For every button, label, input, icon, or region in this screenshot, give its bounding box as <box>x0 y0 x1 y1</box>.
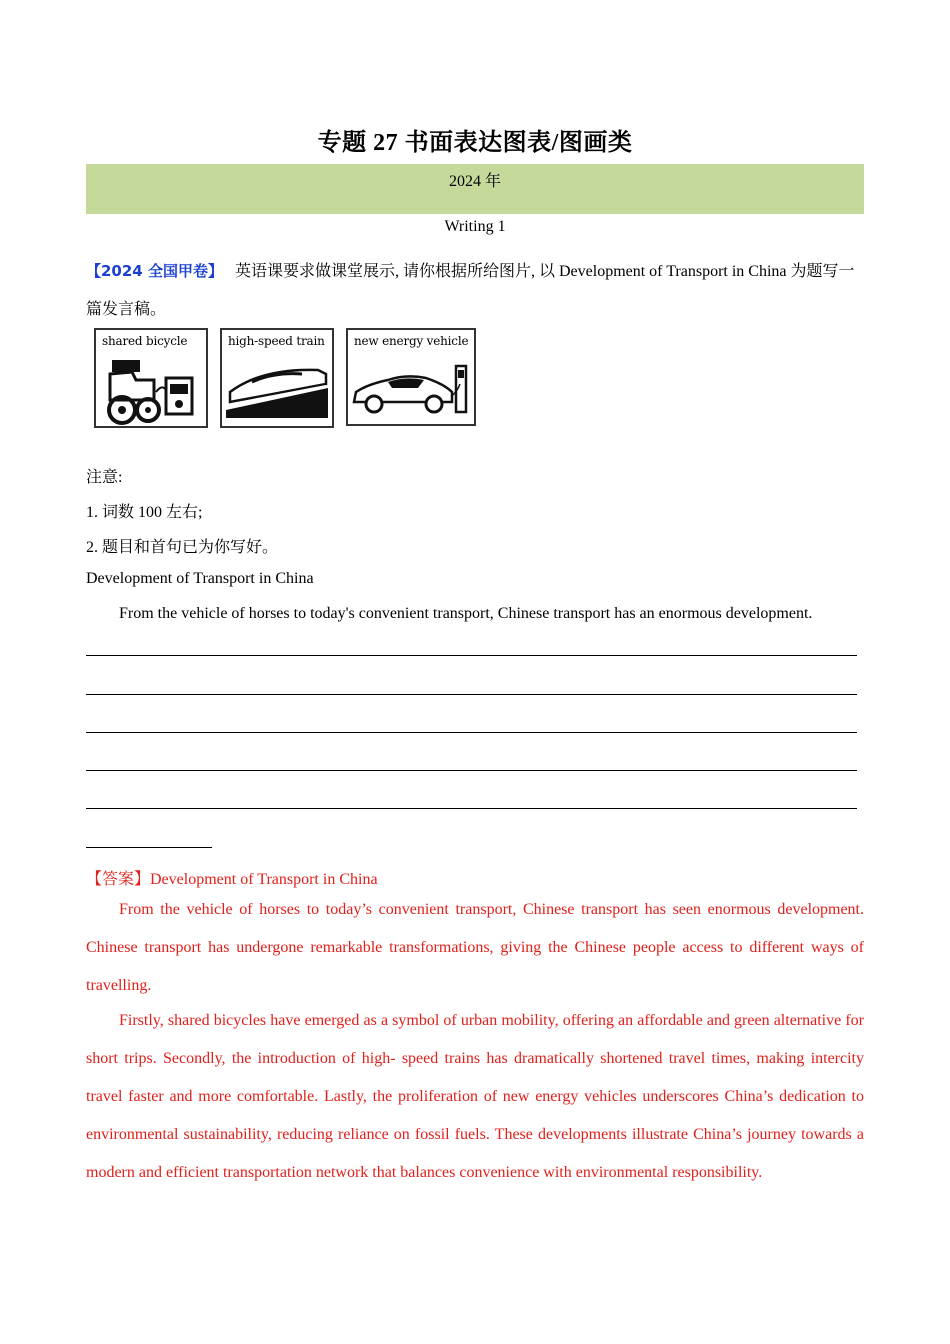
essay-first-sentence: From the vehicle of horses to today's convenient transport, Chinese transport has an enormous development. <box>119 605 813 622</box>
prompt-text: 英语课要求做课堂展示, 请你根据所给图片, 以 Development of Transport in China 为题写一篇发言稿。 <box>86 263 855 318</box>
answer-blank-line <box>86 732 857 733</box>
source-tag: 【2024 全国甲卷】 <box>86 262 223 280</box>
answer-blank-line <box>86 770 857 771</box>
picture-shared-bicycle <box>94 328 208 428</box>
note-item: 2. 题目和首句已为你写好。 <box>86 539 279 556</box>
picture-caption: shared bicycle <box>102 334 188 348</box>
picture-new-energy-vehicle <box>346 328 476 426</box>
answer-blank-line <box>86 847 212 848</box>
year-banner <box>86 164 864 214</box>
essay-title: Development of Transport in China <box>86 570 314 587</box>
answer-label: 【答案】Development of Transport in China <box>86 871 378 888</box>
picture-high-speed-train <box>220 328 334 428</box>
answer-blank-line <box>86 808 857 809</box>
document-title: 专题 27 书面表达图表/图画类 <box>317 130 633 156</box>
answer-paragraph: From the vehicle of horses to today’s convenient transport, Chinese transport has seen enormous development. Chinese transport has undergone remarkable transformations, giving the Chinese people access to different ways of travelling. <box>86 901 864 994</box>
note-item: 1. 词数 100 左右; <box>86 504 203 521</box>
picture-strip <box>94 328 484 430</box>
notes-heading: 注意: <box>86 469 123 486</box>
picture-caption: high-speed train <box>228 334 325 348</box>
answer-paragraph: Firstly, shared bicycles have emerged as a symbol of urban mobility, offering an affordable and green alternative for short trips. Secondly, the introduction of high- speed trains has dramatically shortened travel times, making intercity travel faster and more comfortable. Lastly, the proliferation of new energy vehicles underscores China’s dedication to environmental sustainability, reducing reliance on fossil fuels. These developments illustrate China’s journey towards a modern and efficient transportation network that balances convenience with environmental responsibility. <box>86 1012 864 1181</box>
task-prompt <box>86 252 864 329</box>
year-label: 2024 年 <box>448 173 501 190</box>
answer-blank-line <box>86 694 857 695</box>
section-label: Writing 1 <box>444 218 506 235</box>
answer-blank-line <box>86 655 857 656</box>
picture-caption: new energy vehicle <box>354 334 469 348</box>
